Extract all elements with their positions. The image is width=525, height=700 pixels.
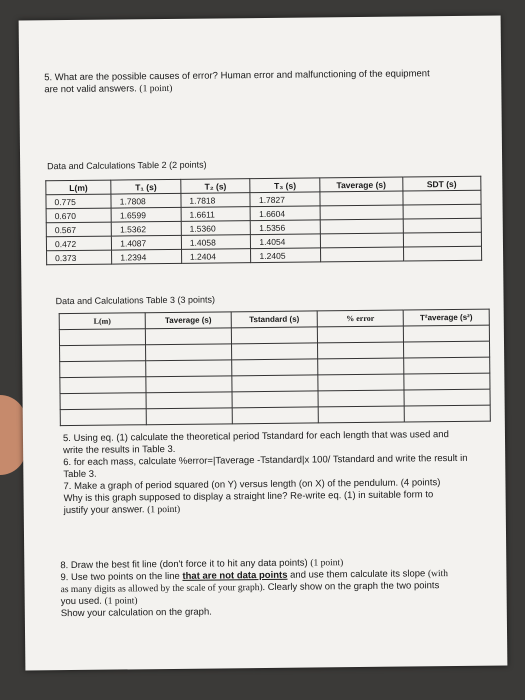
cell: 1.4054 <box>251 234 321 249</box>
cell[interactable] <box>232 375 318 392</box>
cell[interactable] <box>320 191 403 206</box>
cell[interactable] <box>232 359 318 376</box>
cell[interactable] <box>403 232 481 247</box>
col-header: Taverage (s) <box>145 312 231 329</box>
cell[interactable] <box>404 357 490 374</box>
col-header: T₃ (s) <box>250 178 320 193</box>
cell: 1.4058 <box>181 235 251 250</box>
cell: 1.4087 <box>112 235 182 250</box>
cell: 1.7808 <box>111 193 181 208</box>
cell[interactable] <box>403 204 481 219</box>
table2 <box>45 176 482 266</box>
cell[interactable] <box>318 358 404 375</box>
cell[interactable] <box>318 406 404 423</box>
cell: 1.6604 <box>251 206 321 221</box>
cell[interactable] <box>60 377 146 394</box>
col-header: L(m) <box>46 180 111 195</box>
table3 <box>59 309 491 427</box>
cell[interactable] <box>146 360 232 377</box>
cell[interactable] <box>231 327 317 344</box>
cell[interactable] <box>320 205 403 220</box>
cell[interactable] <box>321 247 404 262</box>
instructions-5-7: 5. Using eq. (1) calculate the theoretical period Tstandard for each length that was used and write the results in Table 3. 6. for each mass, calculate %error=|Taverage -Tstandard|x 100/ Tstandard and write the result in Table 3. 7. Make a graph of period squared (on Y) versus length (on X) of the pendulum. (4 points) Why is this graph supposed to display a straight line? Re-write eq. (1) in suitable form to justify your answer. (1 point) <box>62 429 468 517</box>
instructions-8-9: 8. Draw the best fit line (don't force it to hit any data points) (1 point) 9. Use two points on the line that are not data points and use them calculate its slope (with as many digits as allowed by the scale of your graph). Clearly show on the graph the two points you used. (1 point) Show your calculation on the graph. <box>60 557 449 620</box>
cell[interactable] <box>317 326 403 343</box>
cell[interactable] <box>146 344 232 361</box>
cell[interactable] <box>403 341 489 358</box>
cell: 0.775 <box>46 194 111 209</box>
cell[interactable] <box>232 391 318 408</box>
cell: 1.2404 <box>181 249 251 264</box>
cell[interactable] <box>145 328 231 345</box>
cell: 0.670 <box>46 208 111 223</box>
cell[interactable] <box>59 329 145 346</box>
cell[interactable] <box>146 392 232 409</box>
col-header: SDT (s) <box>402 176 480 191</box>
cell[interactable] <box>403 325 489 342</box>
col-header: T²average (s²) <box>403 309 489 326</box>
cell[interactable] <box>320 233 403 248</box>
table2-title: Data and Calculations Table 2 (2 points) <box>47 159 207 172</box>
cell[interactable] <box>404 405 490 422</box>
question-5: 5. What are the possible causes of error? Human error and malfunctioning of the equipment are not valid answers. (1 point) <box>44 68 430 96</box>
cell[interactable] <box>403 218 481 233</box>
cell[interactable] <box>404 389 490 406</box>
cell[interactable] <box>318 374 404 391</box>
cell: 0.567 <box>46 222 111 237</box>
cell: 1.2394 <box>112 249 182 264</box>
table3-title: Data and Calculations Table 3 (3 points) <box>55 294 216 307</box>
cell[interactable] <box>232 407 318 424</box>
col-header: T₂ (s) <box>181 179 251 194</box>
cell[interactable] <box>146 408 232 425</box>
cell[interactable] <box>60 409 146 426</box>
col-header: Taverage (s) <box>320 177 403 192</box>
cell[interactable] <box>60 345 146 362</box>
cell[interactable] <box>60 393 146 410</box>
cell[interactable] <box>60 361 146 378</box>
cell[interactable] <box>403 190 481 205</box>
cell[interactable] <box>403 246 481 261</box>
cell[interactable] <box>318 390 404 407</box>
worksheet-page <box>19 15 508 670</box>
cell: 1.6611 <box>181 207 251 222</box>
cell: 1.7818 <box>181 193 251 208</box>
cell[interactable] <box>404 373 490 390</box>
cell: 0.472 <box>46 236 111 251</box>
cell[interactable] <box>318 342 404 359</box>
table-row <box>60 405 490 426</box>
col-header: Tstandard (s) <box>231 311 317 328</box>
cell[interactable] <box>146 376 232 393</box>
cell: 1.5362 <box>111 221 181 236</box>
cell[interactable] <box>320 219 403 234</box>
col-header: % error <box>317 310 403 327</box>
cell: 1.5356 <box>251 220 321 235</box>
cell: 1.7827 <box>250 192 320 207</box>
cell[interactable] <box>232 343 318 360</box>
cell: 1.6599 <box>111 207 181 222</box>
col-header: L(m) <box>59 313 145 330</box>
cell: 0.373 <box>47 250 112 265</box>
cell: 1.2405 <box>251 248 321 263</box>
cell: 1.5360 <box>181 221 251 236</box>
col-header: T₁ (s) <box>111 179 181 194</box>
